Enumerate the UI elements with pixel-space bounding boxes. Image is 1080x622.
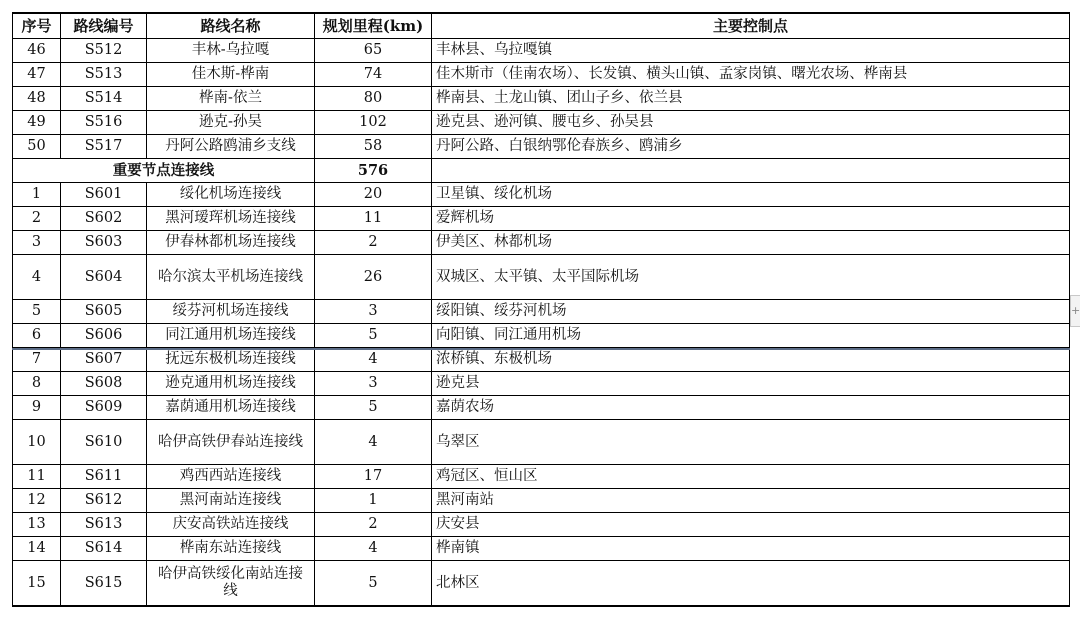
- row-control-points: 双城区、太平镇、太平国际机场: [432, 255, 1070, 300]
- row-route-code: S517: [61, 135, 147, 159]
- row-index: 15: [13, 561, 61, 607]
- row-route-name: 庆安高铁站连接线: [147, 513, 315, 537]
- row-control-points: 鸡冠区、恒山区: [432, 465, 1070, 489]
- row-route-name: 哈伊高铁伊春站连接线: [147, 420, 315, 465]
- header-control-points: 主要控制点: [432, 13, 1070, 39]
- row-route-code: S608: [61, 372, 147, 396]
- table-row: [13, 465, 1070, 489]
- row-control-points: 庆安县: [432, 513, 1070, 537]
- row-mileage: 5: [315, 396, 432, 420]
- row-route-code: S512: [61, 39, 147, 63]
- group-subtotal-row: [13, 159, 1070, 183]
- table-row: [13, 396, 1070, 420]
- row-index: 1: [13, 183, 61, 207]
- header-route-name: 路线名称: [147, 13, 315, 39]
- row-control-points: 乌翠区: [432, 420, 1070, 465]
- header-mileage: 规划里程(km): [315, 13, 432, 39]
- row-index: 8: [13, 372, 61, 396]
- row-mileage: 2: [315, 231, 432, 255]
- row-control-points: 黑河南站: [432, 489, 1070, 513]
- table-row: [13, 39, 1070, 63]
- row-index: 7: [13, 348, 61, 372]
- table-row: [13, 183, 1070, 207]
- row-control-points: 丰林县、乌拉嘎镇: [432, 39, 1070, 63]
- row-route-name: 逊克-孙吴: [147, 111, 315, 135]
- road-plan-table: [12, 12, 1070, 607]
- row-index: 49: [13, 111, 61, 135]
- row-route-name: 绥芬河机场连接线: [147, 300, 315, 324]
- row-route-code: S609: [61, 396, 147, 420]
- row-mileage: 4: [315, 420, 432, 465]
- table-header-row: [13, 13, 1070, 39]
- table-row: [13, 372, 1070, 396]
- row-index: 12: [13, 489, 61, 513]
- row-route-code: S613: [61, 513, 147, 537]
- row-mileage: 11: [315, 207, 432, 231]
- table-row: [13, 255, 1070, 300]
- row-mileage: 102: [315, 111, 432, 135]
- table-row: [13, 111, 1070, 135]
- row-index: 5: [13, 300, 61, 324]
- row-mileage: 3: [315, 372, 432, 396]
- row-mileage: 5: [315, 561, 432, 607]
- row-route-code: S614: [61, 537, 147, 561]
- row-control-points: 桦南镇: [432, 537, 1070, 561]
- row-mileage: 3: [315, 300, 432, 324]
- row-control-points: 北林区: [432, 561, 1070, 607]
- table-row: [13, 231, 1070, 255]
- row-index: 46: [13, 39, 61, 63]
- row-index: 6: [13, 324, 61, 348]
- table-row: [13, 420, 1070, 465]
- row-mileage: 4: [315, 348, 432, 372]
- row-route-code: S602: [61, 207, 147, 231]
- row-route-name: 哈尔滨太平机场连接线: [147, 255, 315, 300]
- row-route-name: 黑河南站连接线: [147, 489, 315, 513]
- row-index: 3: [13, 231, 61, 255]
- row-route-code: S606: [61, 324, 147, 348]
- row-control-points: 丹阿公路、白银纳鄂伦春族乡、鸥浦乡: [432, 135, 1070, 159]
- row-route-name: 丹阿公路鸥浦乡支线: [147, 135, 315, 159]
- row-route-name: 黑河瑷珲机场连接线: [147, 207, 315, 231]
- table-row: [13, 63, 1070, 87]
- group-label: 重要节点连接线: [13, 159, 315, 183]
- group-empty-cell: [432, 159, 1070, 183]
- row-control-points: 向阳镇、同江通用机场: [432, 324, 1070, 348]
- header-index: 序号: [13, 13, 61, 39]
- row-route-name: 逊克通用机场连接线: [147, 372, 315, 396]
- row-route-name: 伊春林都机场连接线: [147, 231, 315, 255]
- row-route-name: 抚远东极机场连接线: [147, 348, 315, 372]
- row-index: 13: [13, 513, 61, 537]
- row-mileage: 2: [315, 513, 432, 537]
- table-row: [13, 324, 1070, 348]
- row-index: 4: [13, 255, 61, 300]
- row-route-name: 桦南东站连接线: [147, 537, 315, 561]
- row-mileage: 80: [315, 87, 432, 111]
- row-route-code: S605: [61, 300, 147, 324]
- row-route-name: 哈伊高铁绥化南站连接线: [147, 561, 315, 607]
- row-control-points: 伊美区、林都机场: [432, 231, 1070, 255]
- row-route-code: S610: [61, 420, 147, 465]
- row-control-points: 绥阳镇、绥芬河机场: [432, 300, 1070, 324]
- row-route-code: S603: [61, 231, 147, 255]
- table-body: [13, 39, 1070, 607]
- row-route-name: 佳木斯-桦南: [147, 63, 315, 87]
- row-route-name: 丰林-乌拉嘎: [147, 39, 315, 63]
- row-mileage: 17: [315, 465, 432, 489]
- row-route-code: S601: [61, 183, 147, 207]
- row-route-name: 鸡西西站连接线: [147, 465, 315, 489]
- row-index: 11: [13, 465, 61, 489]
- table-row: [13, 513, 1070, 537]
- row-control-points: 卫星镇、绥化机场: [432, 183, 1070, 207]
- row-route-code: S612: [61, 489, 147, 513]
- row-route-code: S615: [61, 561, 147, 607]
- row-route-code: S513: [61, 63, 147, 87]
- row-index: 10: [13, 420, 61, 465]
- row-mileage: 74: [315, 63, 432, 87]
- row-index: 50: [13, 135, 61, 159]
- row-mileage: 58: [315, 135, 432, 159]
- row-route-name: 嘉荫通用机场连接线: [147, 396, 315, 420]
- table-row: [13, 135, 1070, 159]
- row-mileage: 65: [315, 39, 432, 63]
- table-row: [13, 300, 1070, 324]
- row-mileage: 5: [315, 324, 432, 348]
- row-route-code: S611: [61, 465, 147, 489]
- row-index: 14: [13, 537, 61, 561]
- table-row: [13, 87, 1070, 111]
- row-mileage: 1: [315, 489, 432, 513]
- row-control-points: 嘉荫农场: [432, 396, 1070, 420]
- row-control-points: 桦南县、土龙山镇、团山子乡、依兰县: [432, 87, 1070, 111]
- table-row: [13, 489, 1070, 513]
- table-row: [13, 207, 1070, 231]
- row-route-code: S604: [61, 255, 147, 300]
- row-route-code: S607: [61, 348, 147, 372]
- row-route-code: S514: [61, 87, 147, 111]
- row-route-name: 同江通用机场连接线: [147, 324, 315, 348]
- table-row: [13, 537, 1070, 561]
- row-control-points: 爱辉机场: [432, 207, 1070, 231]
- table-row: [13, 561, 1070, 607]
- row-control-points: 浓桥镇、东极机场: [432, 348, 1070, 372]
- group-mileage: 576: [315, 159, 432, 183]
- row-control-points: 逊克县、逊河镇、腰屯乡、孙吴县: [432, 111, 1070, 135]
- row-route-name: 绥化机场连接线: [147, 183, 315, 207]
- row-mileage: 4: [315, 537, 432, 561]
- row-mileage: 20: [315, 183, 432, 207]
- header-route-code: 路线编号: [61, 13, 147, 39]
- row-index: 9: [13, 396, 61, 420]
- row-mileage: 26: [315, 255, 432, 300]
- page-divider-line: [12, 348, 1070, 350]
- row-index: 48: [13, 87, 61, 111]
- row-index: 2: [13, 207, 61, 231]
- row-index: 47: [13, 63, 61, 87]
- expand-handle-icon[interactable]: +: [1070, 295, 1080, 327]
- row-control-points: 逊克县: [432, 372, 1070, 396]
- table-row: [13, 348, 1070, 372]
- row-control-points: 佳木斯市（佳南农场）、长发镇、横头山镇、孟家岗镇、曙光农场、桦南县: [432, 63, 1070, 87]
- row-route-code: S516: [61, 111, 147, 135]
- row-route-name: 桦南-依兰: [147, 87, 315, 111]
